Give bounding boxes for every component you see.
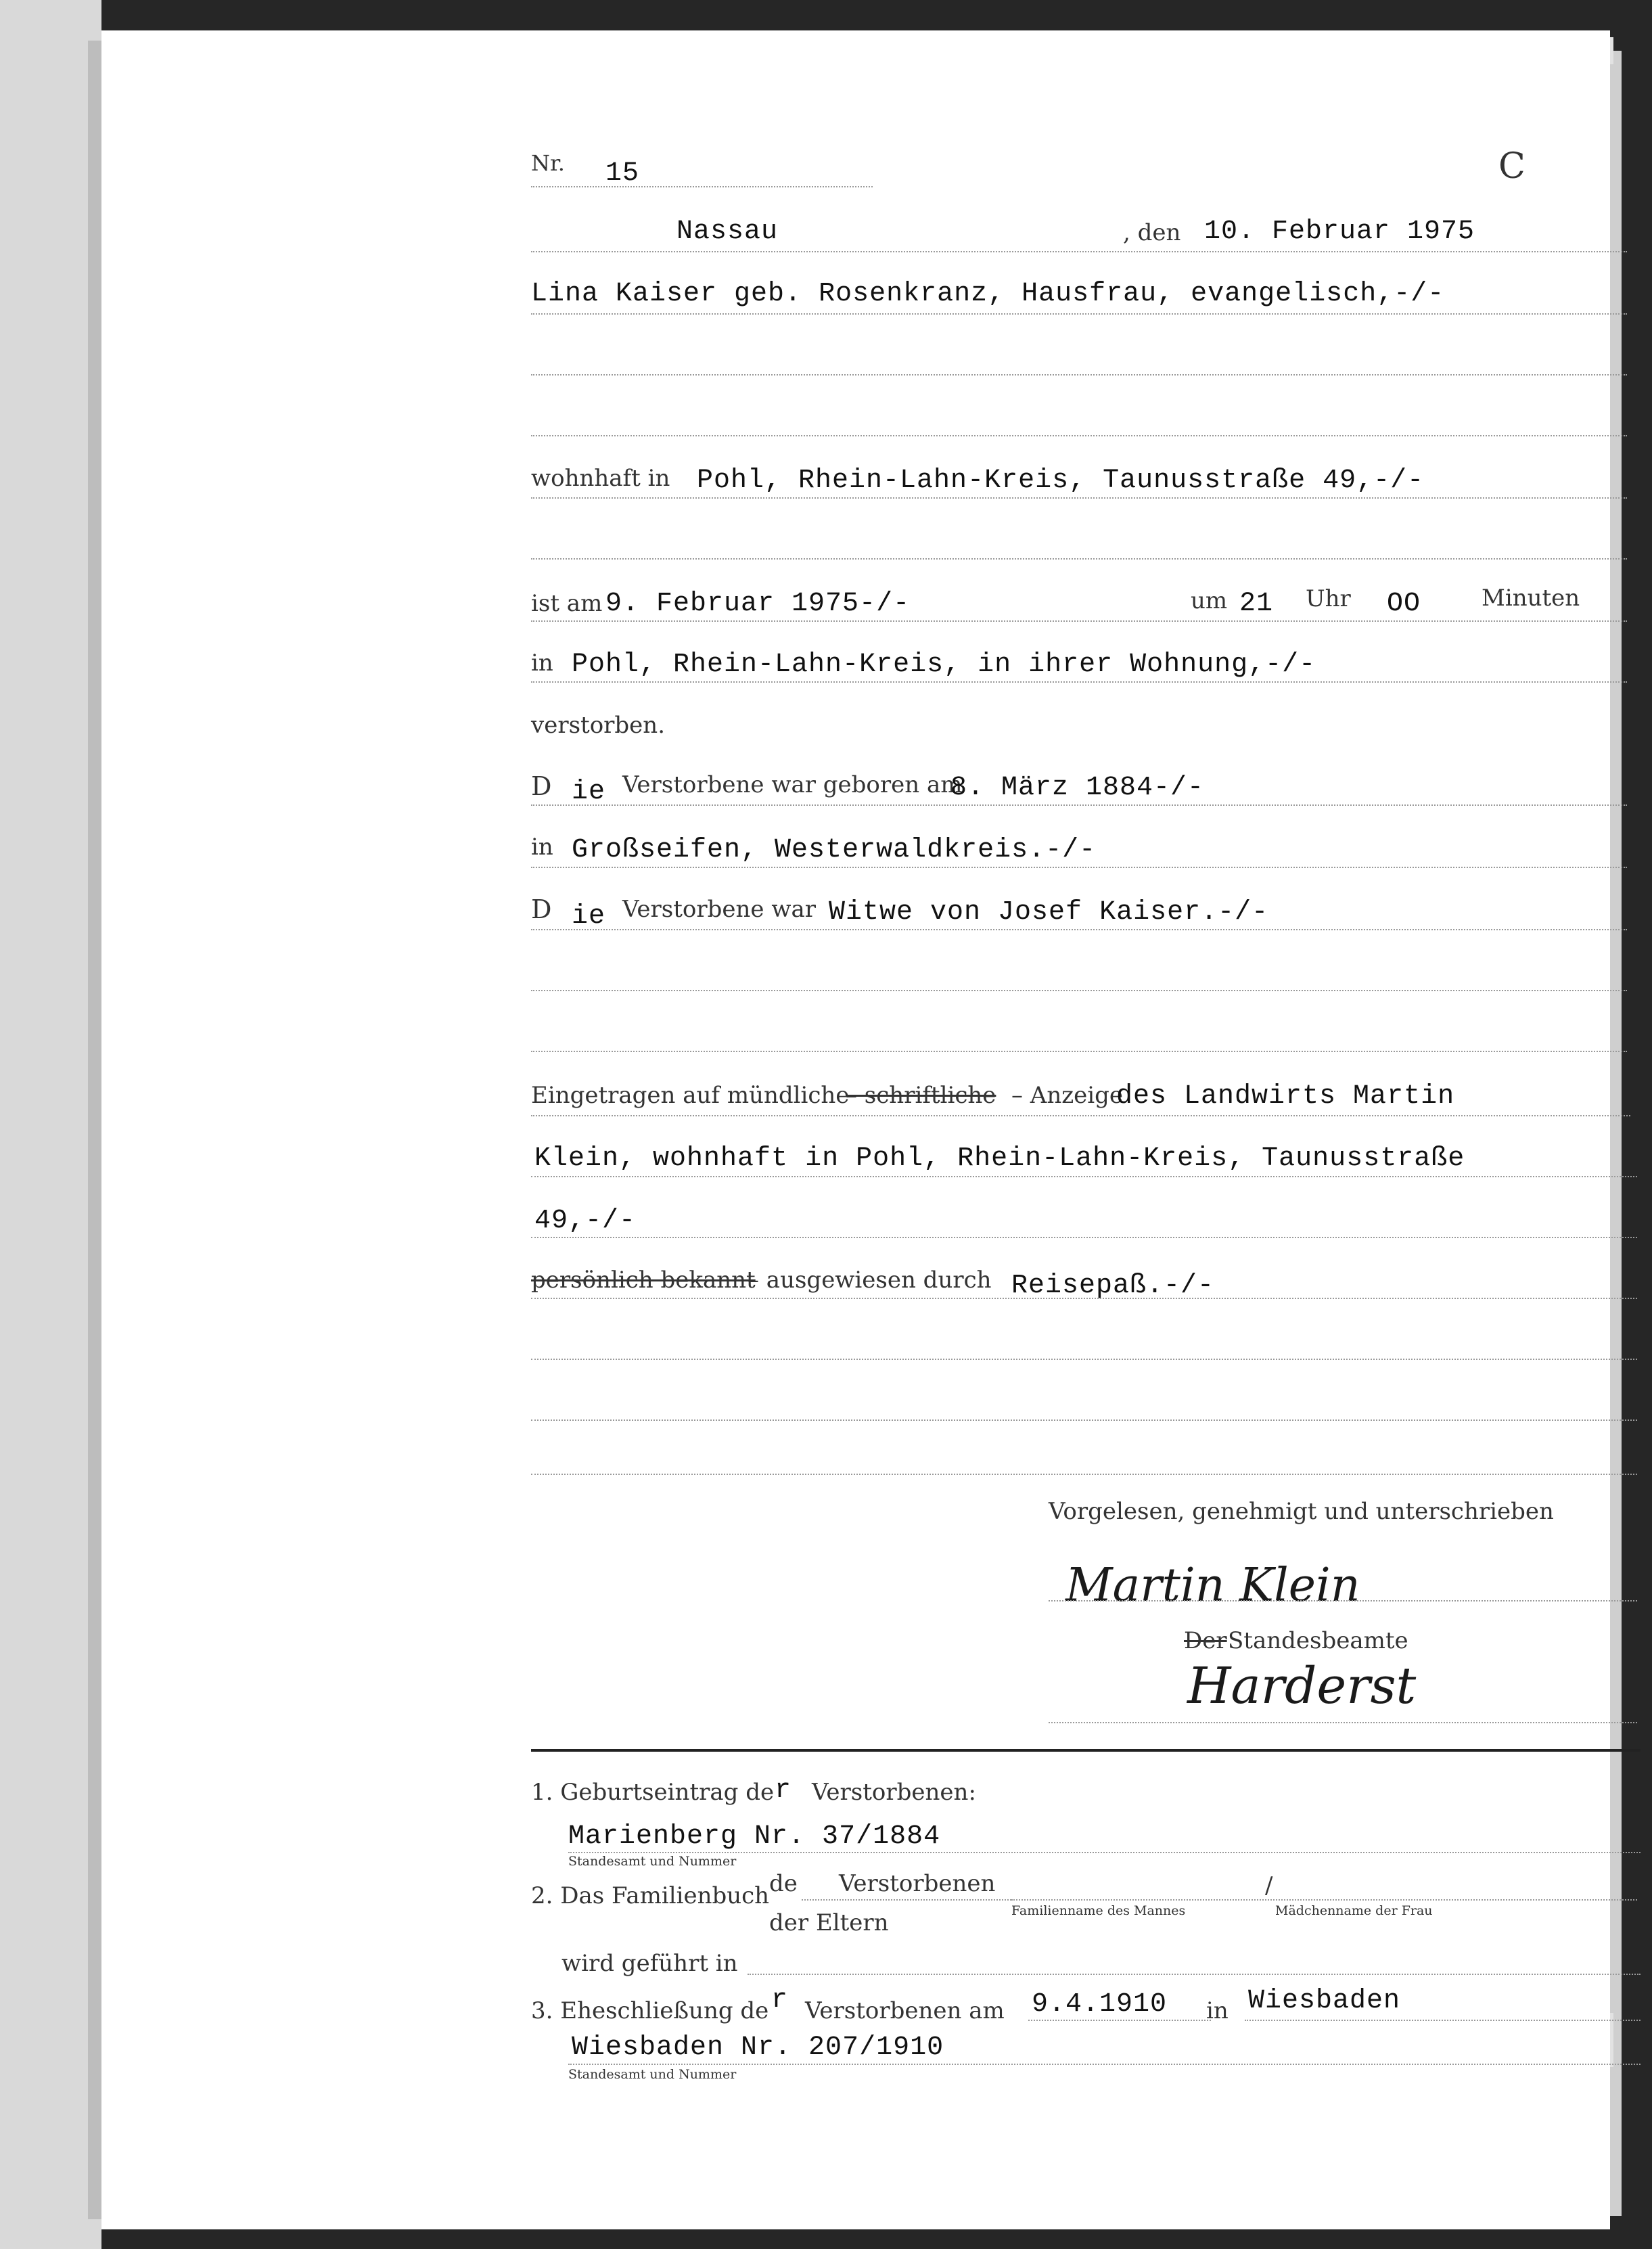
rule-registrar-signature <box>1049 1722 1637 1723</box>
death-date-value: 9. Februar 1975-/- <box>605 589 911 619</box>
nr-label: Nr. <box>531 150 565 176</box>
identification-value: Reisepaß.-/- <box>1011 1271 1215 1301</box>
time-hour: 21 <box>1239 589 1274 619</box>
date-rule <box>531 251 1627 252</box>
rule-name <box>531 313 1627 315</box>
rule-marriage-date <box>1028 2020 1211 2021</box>
registrar-label: Standesbeamte <box>1228 1627 1408 1654</box>
marriage-entry-label: 3. Eheschließung de <box>531 1997 769 2024</box>
family-book-verstorbenen: Verstorbenen <box>839 1870 996 1897</box>
birthplace-value: Großseifen, Westerwaldkreis.-/- <box>572 835 1097 865</box>
rule-marriage-place <box>1245 2020 1640 2021</box>
family-book-slash: / <box>1265 1872 1273 1899</box>
family-book-label: 2. Das Familienbuch <box>531 1882 770 1909</box>
rule-report-2 <box>531 1176 1637 1177</box>
marital-d-letter: D <box>531 894 552 924</box>
deceased-name-line: Lina Kaiser geb. Rosenkranz, Hausfrau, evangelisch,-/- <box>531 279 1445 309</box>
rule-report-1 <box>531 1115 1630 1116</box>
death-date-label: ist am <box>531 590 603 617</box>
rule-birthplace <box>531 867 1627 868</box>
birth-d-letter: D <box>531 771 552 801</box>
marriage-entry-mid: Verstorbenen am <box>805 1997 1005 2024</box>
office-number-caption: Standesamt und Nummer <box>568 1854 737 1869</box>
registry-date: 10. Februar 1975 <box>1204 217 1475 247</box>
rule-blank-1 <box>531 374 1627 376</box>
rule-identification <box>531 1298 1637 1299</box>
informant-line-2: Klein, wohnhaft in Pohl, Rhein-Lahn-Kreis, Taunusstraße <box>534 1143 1465 1174</box>
marriage-entry-value: Wiesbaden Nr. 207/1910 <box>572 2032 944 2063</box>
rule-blank-2 <box>531 435 1627 436</box>
read-approved-statement: Vorgelesen, genehmigt und unterschrieben <box>1049 1498 1554 1525</box>
series-letter: C <box>1498 146 1525 187</box>
birth-entry-value: Marienberg Nr. 37/1884 <box>568 1821 941 1852</box>
marriage-in-label: in <box>1206 1997 1229 2024</box>
rule-blank-5 <box>531 1051 1627 1052</box>
family-book-de: de <box>769 1870 798 1897</box>
residence-label: wohnhaft in <box>531 465 670 492</box>
rule-death-date <box>531 620 1627 622</box>
birth-entry-suffix: r <box>775 1775 792 1806</box>
registrar-signature: Harderst <box>1187 1657 1417 1715</box>
family-book-kept-label: wird geführt in <box>561 1950 738 1977</box>
marriage-date: 9.4.1910 <box>1032 1989 1168 2020</box>
rule-birth-entry <box>568 1852 1640 1853</box>
rule-residence <box>531 497 1627 499</box>
registrar-article-struck: Der <box>1184 1627 1227 1654</box>
report-suffix: – Anzeige <box>1011 1082 1124 1109</box>
birth-article-suffix: ie <box>572 777 606 807</box>
rule-marital <box>531 929 1627 930</box>
time-uhr-label: Uhr <box>1306 585 1351 612</box>
time-um-label: um <box>1191 587 1228 614</box>
time-minuten-label: Minuten <box>1482 585 1580 612</box>
rule-marriage-entry <box>568 2064 1640 2065</box>
rule-blank-8 <box>531 1474 1637 1475</box>
death-place-in-label: in <box>531 650 553 677</box>
marriage-entry-suffix: r <box>771 1985 789 2016</box>
book-gutter <box>88 41 103 2219</box>
residence-value: Pohl, Rhein-Lahn-Kreis, Taunusstraße 49,-/- <box>697 465 1425 496</box>
rule-death-place <box>531 681 1627 683</box>
rule-blank-3 <box>531 558 1627 560</box>
marital-label: Verstorbene war <box>622 896 816 923</box>
nr-rule <box>531 186 873 187</box>
rule-birth <box>531 804 1627 806</box>
rule-family-book-de <box>802 1899 1011 1901</box>
left-page-edge <box>0 0 101 2249</box>
office-number-caption-2: Standesamt und Nummer <box>568 2067 737 2082</box>
birth-date-value: 8. März 1884-/- <box>950 773 1205 803</box>
rule-family-book-kept <box>748 1974 1640 1975</box>
informant-line-1: des Landwirts Martin <box>1116 1081 1455 1112</box>
entry-number: 15 <box>605 158 640 189</box>
date-label: , den <box>1123 219 1181 246</box>
died-word: verstorben. <box>531 712 666 739</box>
rule-blank-6 <box>531 1359 1637 1360</box>
footer-divider <box>531 1749 1640 1752</box>
registry-place: Nassau <box>676 217 779 247</box>
birth-label: Verstorbene war geboren am <box>622 771 963 798</box>
husband-name-caption: Familienname des Mannes <box>1011 1903 1186 1918</box>
death-register-page <box>101 30 1610 2229</box>
birth-entry-label: 1. Geburtseintrag de <box>531 1779 775 1806</box>
marital-value: Witwe von Josef Kaiser.-/- <box>829 897 1269 928</box>
rule-family-book-names <box>1011 1899 1637 1901</box>
known-suffix: – ausgewiesen durch <box>748 1267 992 1294</box>
informant-line-3: 49,-/- <box>534 1206 637 1236</box>
marital-article-suffix: ie <box>572 901 606 932</box>
rule-report-3 <box>531 1237 1637 1238</box>
report-prefix: Eingetragen auf mündliche <box>531 1082 850 1109</box>
rule-informant-signature <box>1049 1600 1637 1601</box>
known-struck: persönlich bekannt <box>531 1267 756 1294</box>
birthplace-in-label: in <box>531 834 553 861</box>
marriage-place: Wiesbaden <box>1248 1986 1401 2016</box>
report-struck-written: – schriftliche <box>846 1082 996 1109</box>
wife-name-caption: Mädchenname der Frau <box>1275 1903 1433 1918</box>
family-book-eltern: der Eltern <box>769 1909 889 1936</box>
rule-blank-4 <box>531 990 1627 991</box>
birth-entry-tail: Verstorbenen: <box>812 1779 976 1806</box>
rule-blank-7 <box>531 1419 1637 1421</box>
death-place-value: Pohl, Rhein-Lahn-Kreis, in ihrer Wohnung,-/- <box>572 650 1316 680</box>
time-minute: OO <box>1387 589 1421 619</box>
informant-signature: Martin Klein <box>1065 1559 1360 1612</box>
